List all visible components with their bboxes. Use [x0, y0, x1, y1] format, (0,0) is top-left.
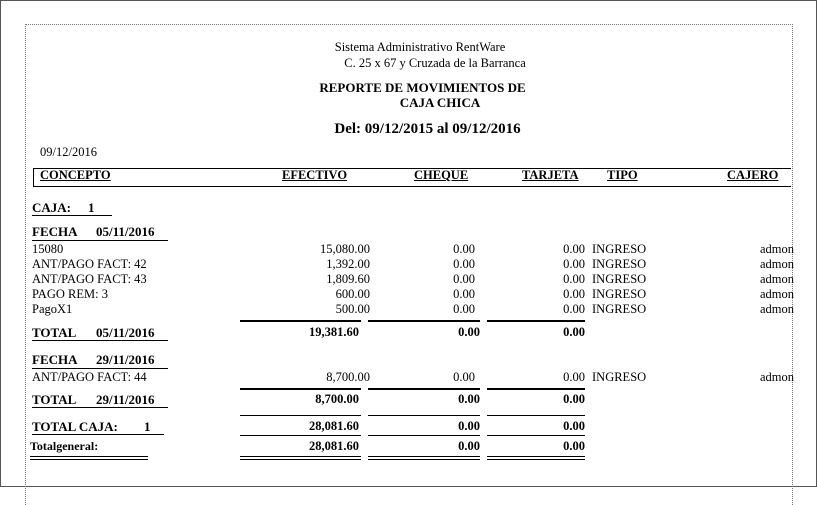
row-cheque: 0.00	[453, 272, 475, 286]
total-date: 05/11/2016	[96, 325, 155, 340]
total-label: TOTAL	[32, 325, 77, 340]
group-label: FECHA	[32, 352, 78, 367]
group-date: 05/11/2016	[96, 224, 155, 239]
row-efectivo: 500.00	[335, 302, 370, 316]
total-general-cheque: 0.00	[458, 439, 480, 453]
total-cheque: 0.00	[458, 392, 480, 406]
row-cheque: 0.00	[453, 370, 475, 384]
row-cajero: admon	[760, 302, 795, 316]
total-general-double-rule-efectivo	[240, 456, 361, 460]
row-tarjeta: 0.00	[563, 242, 585, 256]
row-tipo: INGRESO	[592, 257, 647, 271]
total-caja-rule-efectivo	[240, 415, 361, 416]
total-label: TOTAL	[32, 392, 77, 407]
print-date: 09/12/2016	[40, 145, 97, 159]
row-cajero: admon	[760, 242, 795, 256]
total-underline	[32, 340, 168, 341]
row-cajero: admon	[760, 287, 795, 301]
total-cheque: 0.00	[458, 325, 480, 339]
total-caja-value: 1	[144, 419, 151, 434]
col-efectivo: EFECTIVO	[282, 168, 348, 182]
row-cajero: admon	[760, 272, 795, 286]
total-general-double-rule-cheque	[368, 456, 480, 460]
total-date: 29/11/2016	[96, 392, 155, 407]
column-header-box	[33, 168, 791, 187]
col-tipo: TIPO	[607, 168, 638, 182]
total-tarjeta: 0.00	[563, 392, 585, 406]
total-rule-cheque	[368, 320, 480, 322]
total-general-efectivo: 28,081.60	[309, 439, 359, 453]
row-cajero: admon	[760, 257, 795, 271]
row-efectivo: 15,080.00	[320, 242, 370, 256]
col-tarjeta: TARJETA	[522, 168, 579, 182]
group-underline	[32, 240, 168, 241]
row-concepto: PagoX1	[32, 302, 73, 316]
row-concepto: ANT/PAGO FACT: 44	[32, 370, 147, 384]
col-cheque: CHEQUE	[414, 168, 469, 182]
row-tarjeta: 0.00	[563, 370, 585, 384]
row-tipo: INGRESO	[592, 287, 647, 301]
total-caja-cheque: 0.00	[458, 419, 480, 433]
report-title-line2: CAJA CHICA	[399, 95, 481, 110]
caja-value: 1	[88, 200, 95, 215]
caja-underline	[32, 215, 112, 216]
total-efectivo: 19,381.60	[309, 325, 359, 339]
row-concepto: ANT/PAGO FACT: 42	[32, 257, 147, 271]
row-tipo: INGRESO	[592, 370, 647, 384]
total-rule-tarjeta	[487, 320, 585, 322]
date-range: Del: 09/12/2015 al 09/12/2016	[334, 121, 521, 137]
row-tarjeta: 0.00	[563, 287, 585, 301]
row-efectivo: 1,392.00	[326, 257, 370, 271]
total-caja-label-underline	[32, 434, 164, 435]
group-underline	[32, 368, 168, 369]
total-caja-rule-cheque	[368, 415, 480, 416]
company-name: Sistema Administrativo RentWare	[334, 40, 506, 54]
total-caja-underline-cheque	[368, 435, 480, 436]
report-title-line1: REPORTE DE MOVIMIENTOS DE	[319, 80, 526, 95]
total-caja-rule-tarjeta	[487, 415, 585, 416]
row-tarjeta: 0.00	[563, 272, 585, 286]
row-efectivo: 600.00	[335, 287, 370, 301]
row-tarjeta: 0.00	[563, 257, 585, 271]
row-cajero: admon	[760, 370, 795, 384]
total-general-label-double-rule	[30, 456, 148, 460]
caja-label: CAJA:	[32, 200, 71, 215]
row-tipo: INGRESO	[592, 242, 647, 256]
total-caja-underline-tarjeta	[487, 435, 585, 436]
total-caja-label: TOTAL CAJA:	[32, 419, 118, 434]
row-tipo: INGRESO	[592, 272, 647, 286]
total-caja-tarjeta: 0.00	[563, 419, 585, 433]
row-cheque: 0.00	[453, 302, 475, 316]
group-label: FECHA	[32, 224, 78, 239]
company-address: C. 25 x 67 y Cruzada de la Barranca	[344, 56, 526, 70]
col-cajero: CAJERO	[727, 168, 779, 182]
col-concepto: CONCEPTO	[40, 168, 111, 182]
total-general-double-rule-tarjeta	[487, 456, 585, 460]
row-efectivo: 1,809.60	[326, 272, 370, 286]
row-tarjeta: 0.00	[563, 302, 585, 316]
row-concepto: 15080	[32, 242, 64, 256]
row-tipo: INGRESO	[592, 302, 647, 316]
total-tarjeta: 0.00	[563, 325, 585, 339]
row-concepto: PAGO REM: 3	[32, 287, 108, 301]
total-efectivo: 8,700.00	[315, 392, 359, 406]
total-rule-efectivo	[240, 320, 361, 322]
group-date: 29/11/2016	[96, 352, 155, 367]
row-cheque: 0.00	[453, 287, 475, 301]
row-concepto: ANT/PAGO FACT: 43	[32, 272, 147, 286]
total-rule-tarjeta	[487, 388, 585, 390]
total-underline	[32, 407, 168, 408]
total-rule-cheque	[368, 388, 480, 390]
total-general-label: Totalgeneral:	[30, 439, 99, 453]
total-rule-efectivo	[240, 388, 361, 390]
row-efectivo: 8,700.00	[326, 370, 370, 384]
total-caja-efectivo: 28,081.60	[309, 419, 359, 433]
total-caja-underline-efectivo	[240, 435, 361, 436]
total-general-tarjeta: 0.00	[563, 439, 585, 453]
row-cheque: 0.00	[453, 242, 475, 256]
row-cheque: 0.00	[453, 257, 475, 271]
